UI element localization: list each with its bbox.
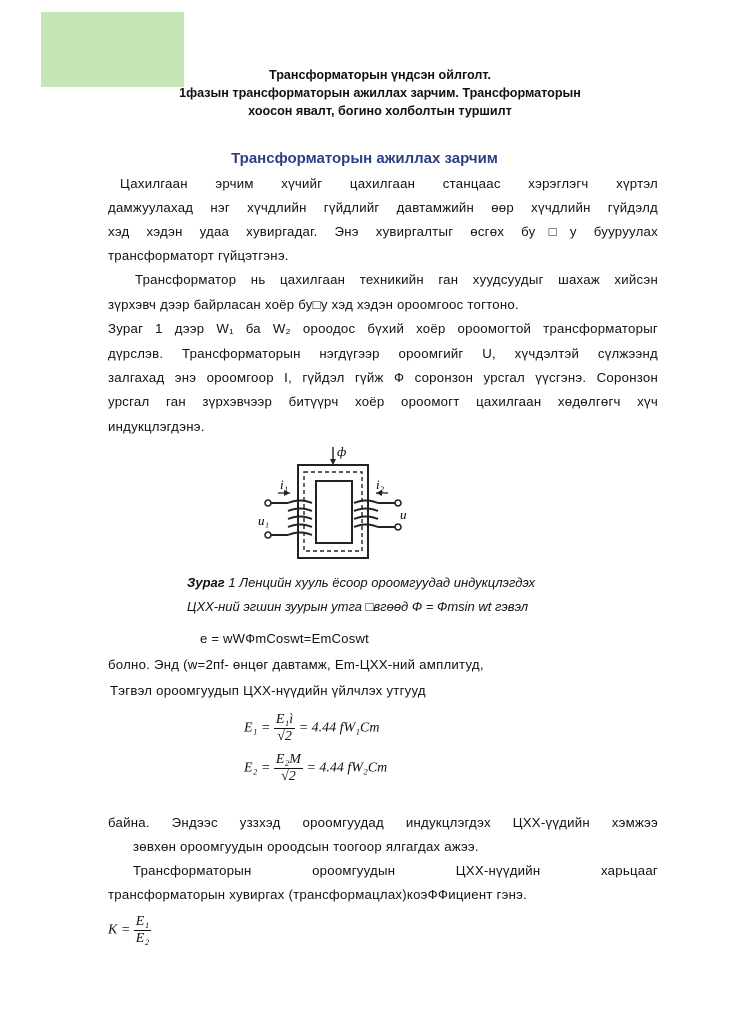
closing-line-2: зөвхөн ороомгуудын ороодсын тоогоор ялгагдах ажээ.	[133, 839, 479, 854]
closing-line-4: трансформаторын хувиргах (трансформацлах)коэФФициент гэнэ.	[108, 887, 528, 902]
e1-numerator: E₁ì	[275, 712, 294, 727]
p3-line-3: залгахад энэ ороомгоор I, гүйдэл гүйж Ф соронзон урсгал үүсгэнэ. Соронзон	[108, 370, 658, 385]
secondary-winding	[354, 501, 378, 528]
figure-caption-line-1	[187, 575, 535, 590]
p3-line-2: дүрслэв. Трансформаторын нэгдүгээр ороомгийг U, хүчдэлтэй сүлжээнд	[108, 346, 658, 361]
p2-line-1: Трансформатор нь цахилгаан техникийн ган хуудсуудыг шахаж хийсэн	[135, 272, 658, 287]
header-line-1: Трансформаторын үндсэн ойлголт.	[269, 68, 491, 82]
e1-fraction	[274, 712, 295, 745]
p1-line-3: хэд хэдэн удаа хувиргадаг. Энэ хувиргалтыг өсгөх бу□у бууруулах	[108, 224, 658, 239]
p2-line-2: зүрхэвч дээр байрласан хоёр бу□у хэд хэдэн ороомгоос тогтоно.	[108, 297, 519, 312]
k-fraction	[134, 914, 151, 947]
p1-line-2: дамжуулахад нэг хүчдлийн гүйдлийг давтамжийн өөр хүчдлийн гүйдэлд	[108, 200, 658, 215]
equation-e: e = wWФmCoswt=EmCoswt	[200, 631, 369, 646]
i1-label: i₁	[280, 477, 289, 492]
header-line-2: 1фазын трансформаторын ажиллах зарчим. Трансформаторын	[179, 86, 581, 100]
k-denominator: E₂	[135, 931, 150, 946]
formula-k	[108, 914, 151, 947]
caption-bold: Зураг	[187, 575, 225, 590]
p3-line-1: Зураг 1 дээр W₁ ба W₂ ороодос бүхий хоёр ороомогтой трансформаторыг	[108, 321, 658, 336]
transformer-diagram	[258, 445, 408, 567]
formula-e1	[244, 712, 380, 745]
p1-line-1: Цахилгаан эрчим хүчийг цахилгаан станцаас хэрэглэгч хүртэл	[120, 176, 658, 191]
text-after-line-2: Тэгвэл ороомгуудып ЦХХ-нүүдийн үйлчлэх утгууд	[110, 683, 426, 698]
e1-denominator: √2	[277, 729, 292, 744]
section-title: Трансформаторын ажиллах зарчим	[231, 150, 498, 167]
p1-line-4: трансформаторт гүйцэтгэнэ.	[108, 248, 289, 263]
p3-line-5: индукцлэгдэнэ.	[108, 419, 205, 434]
u1-label: u₁	[258, 513, 270, 528]
phi-label: ф	[337, 445, 347, 459]
k-numerator: E₁	[135, 914, 150, 929]
e1-lhs: E₁ =	[244, 720, 271, 736]
u2-label: u	[400, 507, 407, 522]
e2-denominator: √2	[281, 769, 296, 784]
k-lhs: K =	[108, 922, 131, 938]
closing-line-1: байна. Эндээс уззхэд ороомгуудад индукцлэгдэх ЦХХ-үүдийн хэмжээ	[108, 815, 658, 830]
p3-line-4: урсгал ган зүрхэвчээр битүүрч хоёр ороомогт цахилгаан хөдөлгөгч хүч	[108, 394, 658, 409]
core-outer	[298, 465, 368, 558]
e2-rhs: = 4.44 fW₂Cm	[306, 760, 388, 776]
e2-lhs: E₂ =	[244, 760, 271, 776]
e2-numerator: E₂M	[275, 752, 301, 767]
core-inner	[316, 481, 352, 543]
primary-winding	[288, 501, 312, 536]
formula-e2	[244, 752, 387, 785]
e2-fraction	[274, 752, 303, 785]
header-line-3: хоосон явалт, богино холболтын туршилт	[248, 104, 512, 118]
figure-caption-line-2: ЦХХ-ний эгшин зуурын утга □вгөөд Ф = Фmsin wt гэвэл	[187, 599, 529, 614]
e1-rhs: = 4.44 fW₁Cm	[298, 720, 380, 736]
text-after-line-1: болно. Энд (w=2пf- өнцөг давтамж, Em-ЦХХ-ний амплитуд,	[108, 657, 484, 672]
i2-label: i₂	[376, 477, 385, 492]
closing-line-3: Трансформаторын ороомгуудын ЦХХ-нүүдийн харьцааг	[133, 863, 658, 878]
caption-rest: 1 Ленцийн хууль ёсоор ороомгуудад индукцлэгдэх	[224, 575, 535, 590]
